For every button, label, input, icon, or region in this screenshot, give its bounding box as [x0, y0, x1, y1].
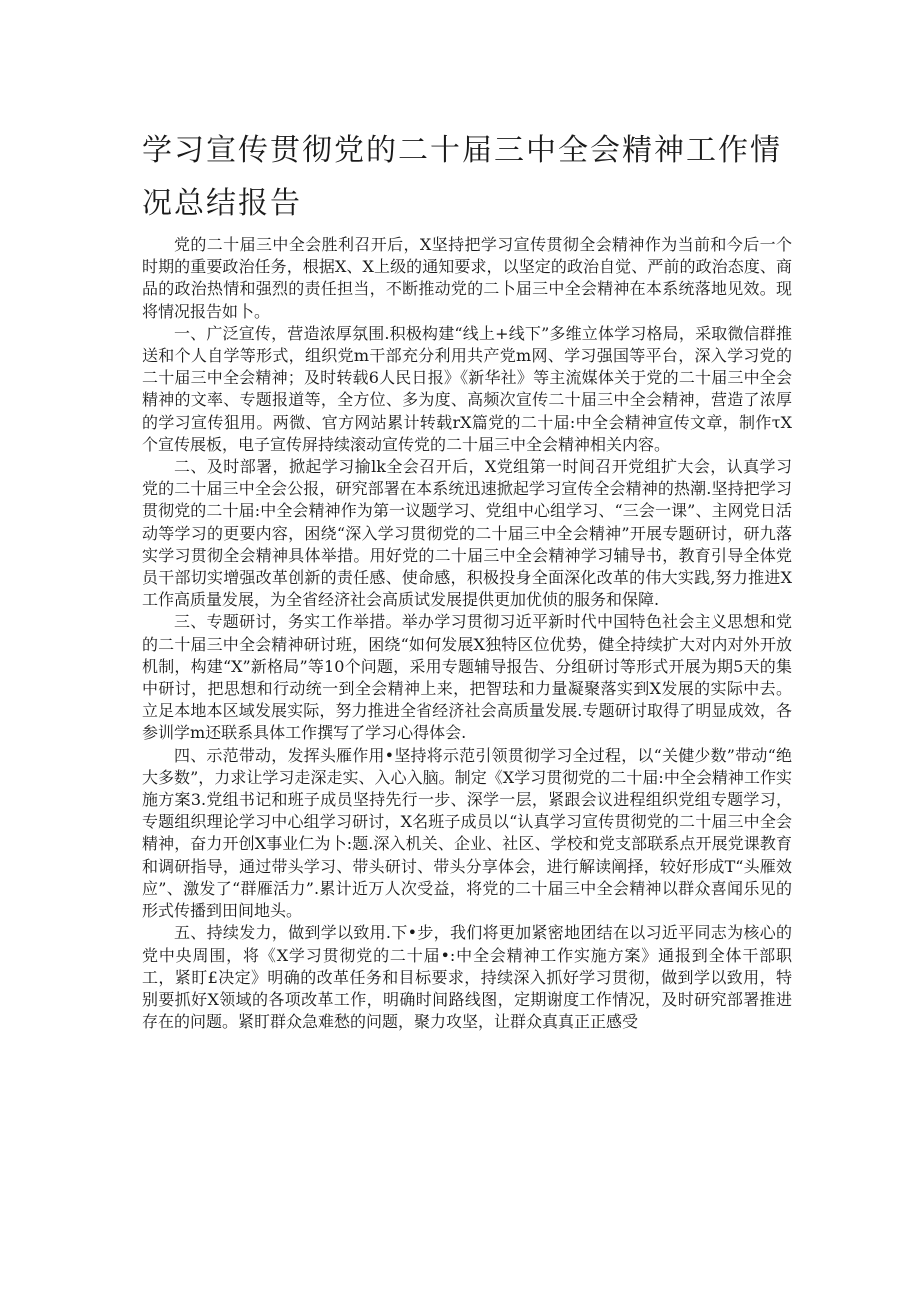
paragraph-section-4: 四、示范带动，发挥头雁作用•坚持将示范引领贯彻学习全过程，以“关健少数”带动“绝大多数”，力求让学习走深走实、入心入脑。制定《X学习贯彻党的二十届:中全会精神工作实施方案3.党组书记和班子成员坚持先行一步、深学一层，紧跟会议进程组织党组专题学习，专题组织理论学习中心组学习研讨，X名班子成员以“认真学习宣传贯彻党的二十届三中全会精神，奋力开创X事业仁为卜:题.深入机关、企业、社区、学校和党支部联系点开展党课教育和调研指导，通过带头学习、带头研讨、带头分享体会，进行解读阐择，较好形成T“头雁效应”、激发了“群雁活力”.累计近万人次受益，将党的二十届三中全会精神以群众喜闻乐见的形式传播到田间地头。 — [142, 745, 792, 921]
paragraph-section-5: 五、持续发力，做到学以致用.下•步，我们将更加紧密地团结在以习近平同志为核心的党中央周围，将《X学习贯彻党的二十届•:中全会精神工作实施方案》通报到全体干部职工，紧盯£决定》明确的改革任务和目标要求，持续深入抓好学习贯彻，做到学以致用，特别要抓好X领域的各项改革工作，明确时间路线图，定期谢度工作情况，及时研究部署推进存在的问题。紧盯群众急难愁的问题，聚力攻坚，让群众真真正正感受 — [142, 923, 792, 1032]
document-title: 学习宣传贯彻党的二十届三中全会精神工作情况总结报告 — [142, 133, 782, 221]
document-body — [142, 234, 792, 1033]
paragraph-intro: 党的二十届三中全会胜利召开后，X坚持把学习宣传贯彻全会精神作为当前和今后一个时期的重要政治任务，根据X、X上级的通知要求，以坚定的政治自觉、严前的政治态度、商品的政治热情和强烈的责任担当，不断推动党的二卜届三中全会精神在本系统落地见效。现将情况报告如卜。 — [142, 235, 792, 321]
paragraph-section-2: 二、及时部署，掀起学习揄lk全会召开后，X党组第一时间召开党组扩大会，认真学习党的二十届三中全会公报，研究部署在本系统迅速掀起学习宣传全会精神的热潮.坚持把学习贯彻党的二十届:中全会精神作为第一议题学习、党组中心组学习、“三会一课”、主网党日活动等学习的更要内容，困绕“深入学习贯彻党的二十届三中全会精神”开展专题研讨，研九落实学习贯彻全会精神具体举措。用好党的二十届三中全会精神学习辅导书，教育引导全体党员干部切实增强改革创新的责任感、使命感，积极投身全面深化改革的伟大实践,努力推进X工作高质量发展，为全省经济社会高质试发展提供更加优侦的服务和保障. — [142, 457, 792, 610]
paragraph-section-3: 三、专题研讨，务实工作举措。举办学习贯彻习近平新时代中国特色社会主义思想和党的二十届三中全会精神研讨班，困绕“如何发展X独特区位优势，健全持续扩大对内对外开放机制，构建“X”新格局”等10个问题，采用专题辅导报告、分组研讨等形式开展为期5天的集中研讨，把思想和行动统一到全会精神上来，把智珐和力量凝聚落实到X发展的实际中去。立足本地本区域发展实际，努力推进全省经济社会高质量发展.专题研讨取得了明显成效，各参训学m还联系具体工作撰写了学习心得体会. — [142, 612, 792, 743]
paragraph-section-1: 一、广泛宣传，营造浓厚氛围.积极构建“线上+线下”多维立体学习格局，采取微信群推送和个人自学等形式，组织党m干部充分利用共产党m网、学习强国等平台，深入学习党的二十届三中全会精神；及时转载6人民日报》《新华社》等主流媒体关于党的二十届三中全会精神的文率、专题报道等，全方位、多为度、高频次宣传二十届三中全会精神，营造了浓厚的学习宣传狙用。两微、官方网站累计转载rX篇党的二十届:中全会精神宣传文章，制作τX个宣传展板，电子宣传屏持续滚动宣传党的二十届三中全会精神相关内容。 — [142, 323, 792, 454]
